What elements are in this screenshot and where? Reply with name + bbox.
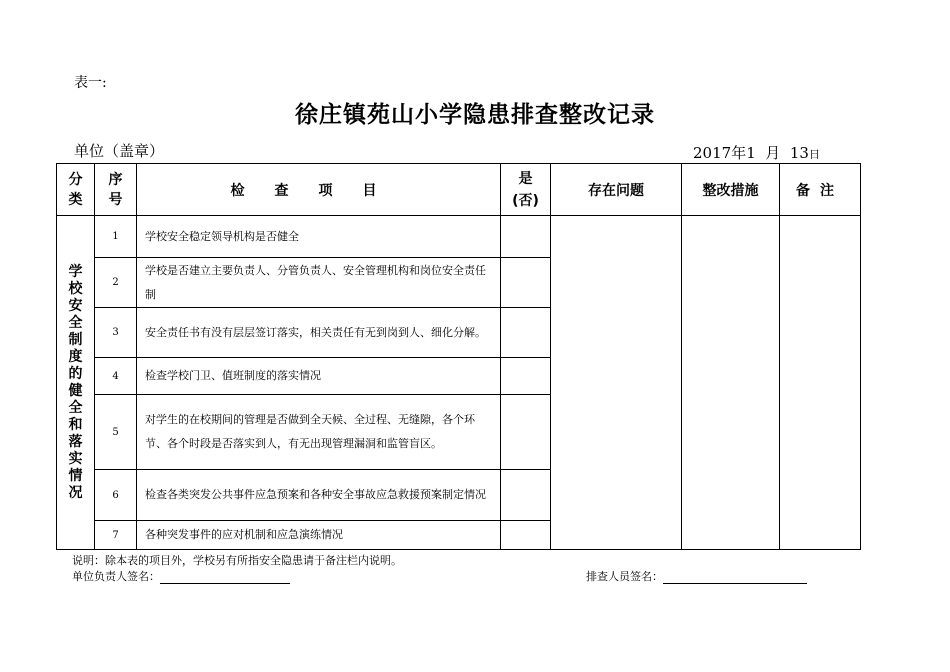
header-seq: 序号 (95, 164, 137, 216)
table-header-row (57, 164, 861, 216)
yes-no-cell (501, 258, 551, 308)
rectification-cell (682, 216, 780, 550)
seq-cell: 7 (95, 521, 137, 550)
check-item-cell: 对学生的在校期间的管理是否做到全天候、全过程、无缝隙，各个环节、各个时段是否落实到人，有无出现管理漏洞和监管盲区。 (137, 395, 501, 470)
yes-no-cell (501, 308, 551, 358)
header-rectification: 整改措施 (682, 164, 780, 216)
inspector-signature (586, 568, 807, 584)
yes-no-cell (501, 395, 551, 470)
footnote: 说明：除本表的项目外，学校另有所指安全隐患请于备注栏内说明。 (72, 554, 402, 567)
inspector-signature-label: 排查人员签名： (586, 570, 663, 583)
unit-stamp-label: 单位（盖章） (74, 142, 165, 160)
table-row (57, 216, 861, 258)
date-year: 2017 (693, 144, 732, 162)
yes-no-cell (501, 358, 551, 395)
yes-no-cell (501, 216, 551, 258)
check-item-cell: 学校安全稳定领导机构是否健全 (137, 216, 501, 258)
date-ri: 日 (808, 148, 820, 161)
category-cell: 学校安全制度的健全和落实情况 (57, 216, 95, 550)
record-date (693, 142, 820, 163)
seq-cell: 6 (95, 470, 137, 521)
remarks-cell (780, 216, 861, 550)
check-item-cell: 学校是否建立主要负责人、分管负责人、安全管理机构和岗位安全责任制 (137, 258, 501, 308)
seq-cell: 4 (95, 358, 137, 395)
check-item-cell: 安全责任书有没有层层签订落实，相关责任有无到岗到人、细化分解。 (137, 308, 501, 358)
form-label: 表一: (74, 75, 107, 91)
seq-cell: 3 (95, 308, 137, 358)
problems-cell (551, 216, 682, 550)
page-title: 徐庄镇苑山小学隐患排查整改记录 (295, 102, 655, 128)
check-item-cell: 各种突发事件的应对机制和应急演练情况 (137, 521, 501, 550)
date-month: 1 (746, 144, 756, 162)
header-category: 分类 (57, 164, 95, 216)
yes-no-cell (501, 470, 551, 521)
unit-head-signature-line (160, 571, 290, 584)
seq-cell: 2 (95, 258, 137, 308)
inspection-table (56, 163, 861, 550)
header-check-item: 检查项目 (137, 164, 501, 216)
seq-cell: 5 (95, 395, 137, 470)
unit-head-signature-label: 单位负责人签名： (72, 570, 160, 583)
date-yue: 月 (765, 144, 781, 162)
yes-no-cell (501, 521, 551, 550)
header-remarks: 备注 (780, 164, 861, 216)
date-nian: 年 (731, 144, 747, 162)
check-item-cell: 检查学校门卫、值班制度的落实情况 (137, 358, 501, 395)
header-yes-no: 是(否) (501, 164, 551, 216)
header-problems: 存在问题 (551, 164, 682, 216)
seq-cell: 1 (95, 216, 137, 258)
check-item-cell: 检查各类突发公共事件应急预案和各种安全事故应急救援预案制定情况 (137, 470, 501, 521)
inspector-signature-line (663, 571, 807, 584)
unit-head-signature (72, 568, 290, 584)
date-day: 13 (789, 144, 809, 162)
